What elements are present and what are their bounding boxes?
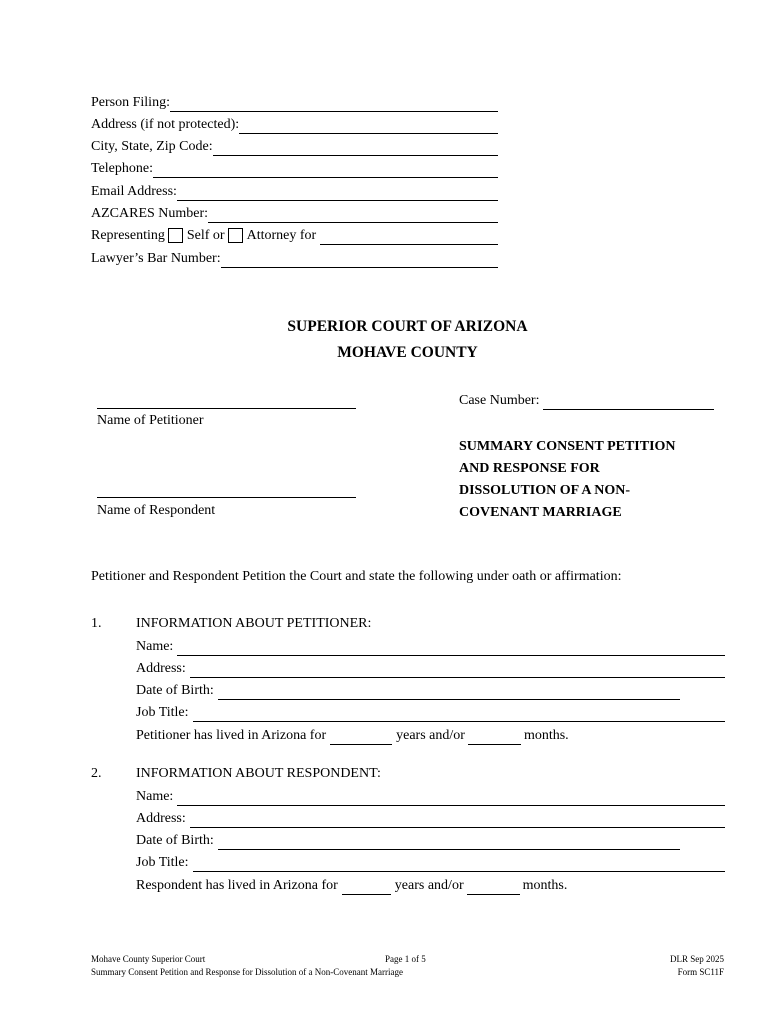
months-label: months. bbox=[522, 878, 568, 893]
job-title-label: Job Title: bbox=[136, 705, 189, 720]
address-field[interactable] bbox=[239, 117, 498, 134]
bar-number-label: Lawyer’s Bar Number: bbox=[91, 251, 221, 266]
petitioner-address-row bbox=[136, 660, 725, 678]
address-label: Address (if not protected): bbox=[91, 117, 240, 132]
page-number: Page 1 of 5 bbox=[385, 954, 426, 964]
azcares-label: AZCARES Number: bbox=[91, 206, 209, 221]
respondent-job-row bbox=[136, 854, 725, 872]
email-field[interactable] bbox=[177, 184, 498, 201]
azcares-row bbox=[91, 205, 498, 223]
petitioner-months-input[interactable] bbox=[468, 728, 521, 745]
bar-number-row bbox=[91, 250, 498, 268]
respondent-name-field[interactable] bbox=[97, 481, 356, 498]
city-state-zip-label: City, State, Zip Code: bbox=[91, 139, 213, 154]
respondent-address-row bbox=[136, 810, 725, 828]
telephone-row bbox=[91, 160, 498, 178]
address-row bbox=[91, 116, 498, 134]
name-label: Name: bbox=[136, 639, 174, 654]
petitioner-residency-row bbox=[136, 727, 569, 745]
email-label: Email Address: bbox=[91, 184, 177, 199]
footer-revision: DLR Sep 2025 bbox=[670, 954, 724, 964]
petitioner-job-row bbox=[136, 704, 725, 722]
name-label: Name: bbox=[136, 789, 174, 804]
footer-right bbox=[670, 953, 724, 979]
representing-row bbox=[91, 227, 498, 245]
telephone-label: Telephone: bbox=[91, 161, 153, 176]
respondent-name-label: Name of Respondent bbox=[97, 503, 216, 518]
respondent-dob-input[interactable] bbox=[218, 833, 680, 850]
petitioner-name-label: Name of Petitioner bbox=[97, 413, 204, 428]
footer-form-title: Summary Consent Petition and Response for Dissolution of a Non-Covenant Marriage bbox=[91, 967, 403, 977]
attorney-checkbox[interactable] bbox=[228, 228, 243, 243]
footer-form-number: Form SC11F bbox=[677, 967, 724, 977]
self-checkbox[interactable] bbox=[168, 228, 183, 243]
section-heading: INFORMATION ABOUT PETITIONER: bbox=[136, 616, 372, 631]
dob-label: Date of Birth: bbox=[136, 683, 214, 698]
person-filing-row bbox=[91, 94, 498, 112]
document-title-line: DISSOLUTION OF A NON- bbox=[459, 483, 631, 498]
bar-number-field[interactable] bbox=[221, 251, 498, 268]
case-number-label: Case Number: bbox=[459, 393, 540, 408]
case-number-field[interactable] bbox=[543, 393, 714, 410]
section-number: 2. bbox=[91, 766, 102, 781]
person-filing-label: Person Filing: bbox=[91, 95, 170, 110]
respondent-name-row bbox=[136, 788, 725, 806]
respondent-job-input[interactable] bbox=[193, 855, 725, 872]
case-number-row bbox=[459, 392, 714, 410]
person-filing-field[interactable] bbox=[170, 95, 498, 112]
court-title: SUPERIOR COURT OF ARIZONA bbox=[287, 318, 528, 335]
city-state-zip-field[interactable] bbox=[213, 139, 498, 156]
petitioner-name-input[interactable] bbox=[177, 639, 725, 656]
address-label: Address: bbox=[136, 811, 186, 826]
attorney-for-field[interactable] bbox=[320, 228, 498, 245]
footer-left bbox=[91, 953, 403, 979]
dob-label: Date of Birth: bbox=[136, 833, 214, 848]
respondent-address-input[interactable] bbox=[190, 811, 725, 828]
respondent-years-input[interactable] bbox=[342, 878, 391, 895]
telephone-field[interactable] bbox=[153, 161, 498, 178]
respondent-months-input[interactable] bbox=[467, 878, 520, 895]
document-title-line: SUMMARY CONSENT PETITION bbox=[459, 439, 676, 454]
email-row bbox=[91, 183, 498, 201]
document-title bbox=[459, 436, 676, 524]
petitioner-name-field[interactable] bbox=[97, 392, 356, 409]
petitioner-address-input[interactable] bbox=[190, 661, 725, 678]
months-label: months. bbox=[523, 728, 569, 743]
job-title-label: Job Title: bbox=[136, 855, 189, 870]
respondent-residency-row bbox=[136, 877, 567, 895]
representing-label: Representing bbox=[91, 228, 165, 243]
address-label: Address: bbox=[136, 661, 186, 676]
document-title-line: COVENANT MARRIAGE bbox=[459, 505, 622, 520]
residency-label: Respondent has lived in Arizona for bbox=[136, 878, 338, 893]
respondent-dob-row bbox=[136, 832, 680, 850]
respondent-name-input[interactable] bbox=[177, 789, 725, 806]
city-state-zip-row bbox=[91, 138, 498, 156]
footer-court: Mohave County Superior Court bbox=[91, 954, 206, 964]
petitioner-dob-row bbox=[136, 682, 680, 700]
petitioner-job-input[interactable] bbox=[193, 705, 725, 722]
residency-label: Petitioner has lived in Arizona for bbox=[136, 728, 327, 743]
section-heading: INFORMATION ABOUT RESPONDENT: bbox=[136, 766, 381, 781]
county-title: MOHAVE COUNTY bbox=[337, 344, 478, 361]
document-title-line: AND RESPONSE FOR bbox=[459, 461, 600, 476]
years-label: years and/or bbox=[396, 728, 465, 743]
self-or-label: Self or bbox=[186, 228, 225, 243]
intro-statement: Petitioner and Respondent Petition the Court and state the following under oath or affirmation: bbox=[91, 569, 622, 584]
petitioner-name-row bbox=[136, 638, 725, 656]
years-label: years and/or bbox=[394, 878, 464, 893]
petitioner-years-input[interactable] bbox=[330, 728, 392, 745]
section-number: 1. bbox=[91, 616, 102, 631]
azcares-field[interactable] bbox=[208, 206, 498, 223]
attorney-for-label: Attorney for bbox=[246, 228, 317, 243]
petitioner-dob-input[interactable] bbox=[218, 683, 680, 700]
